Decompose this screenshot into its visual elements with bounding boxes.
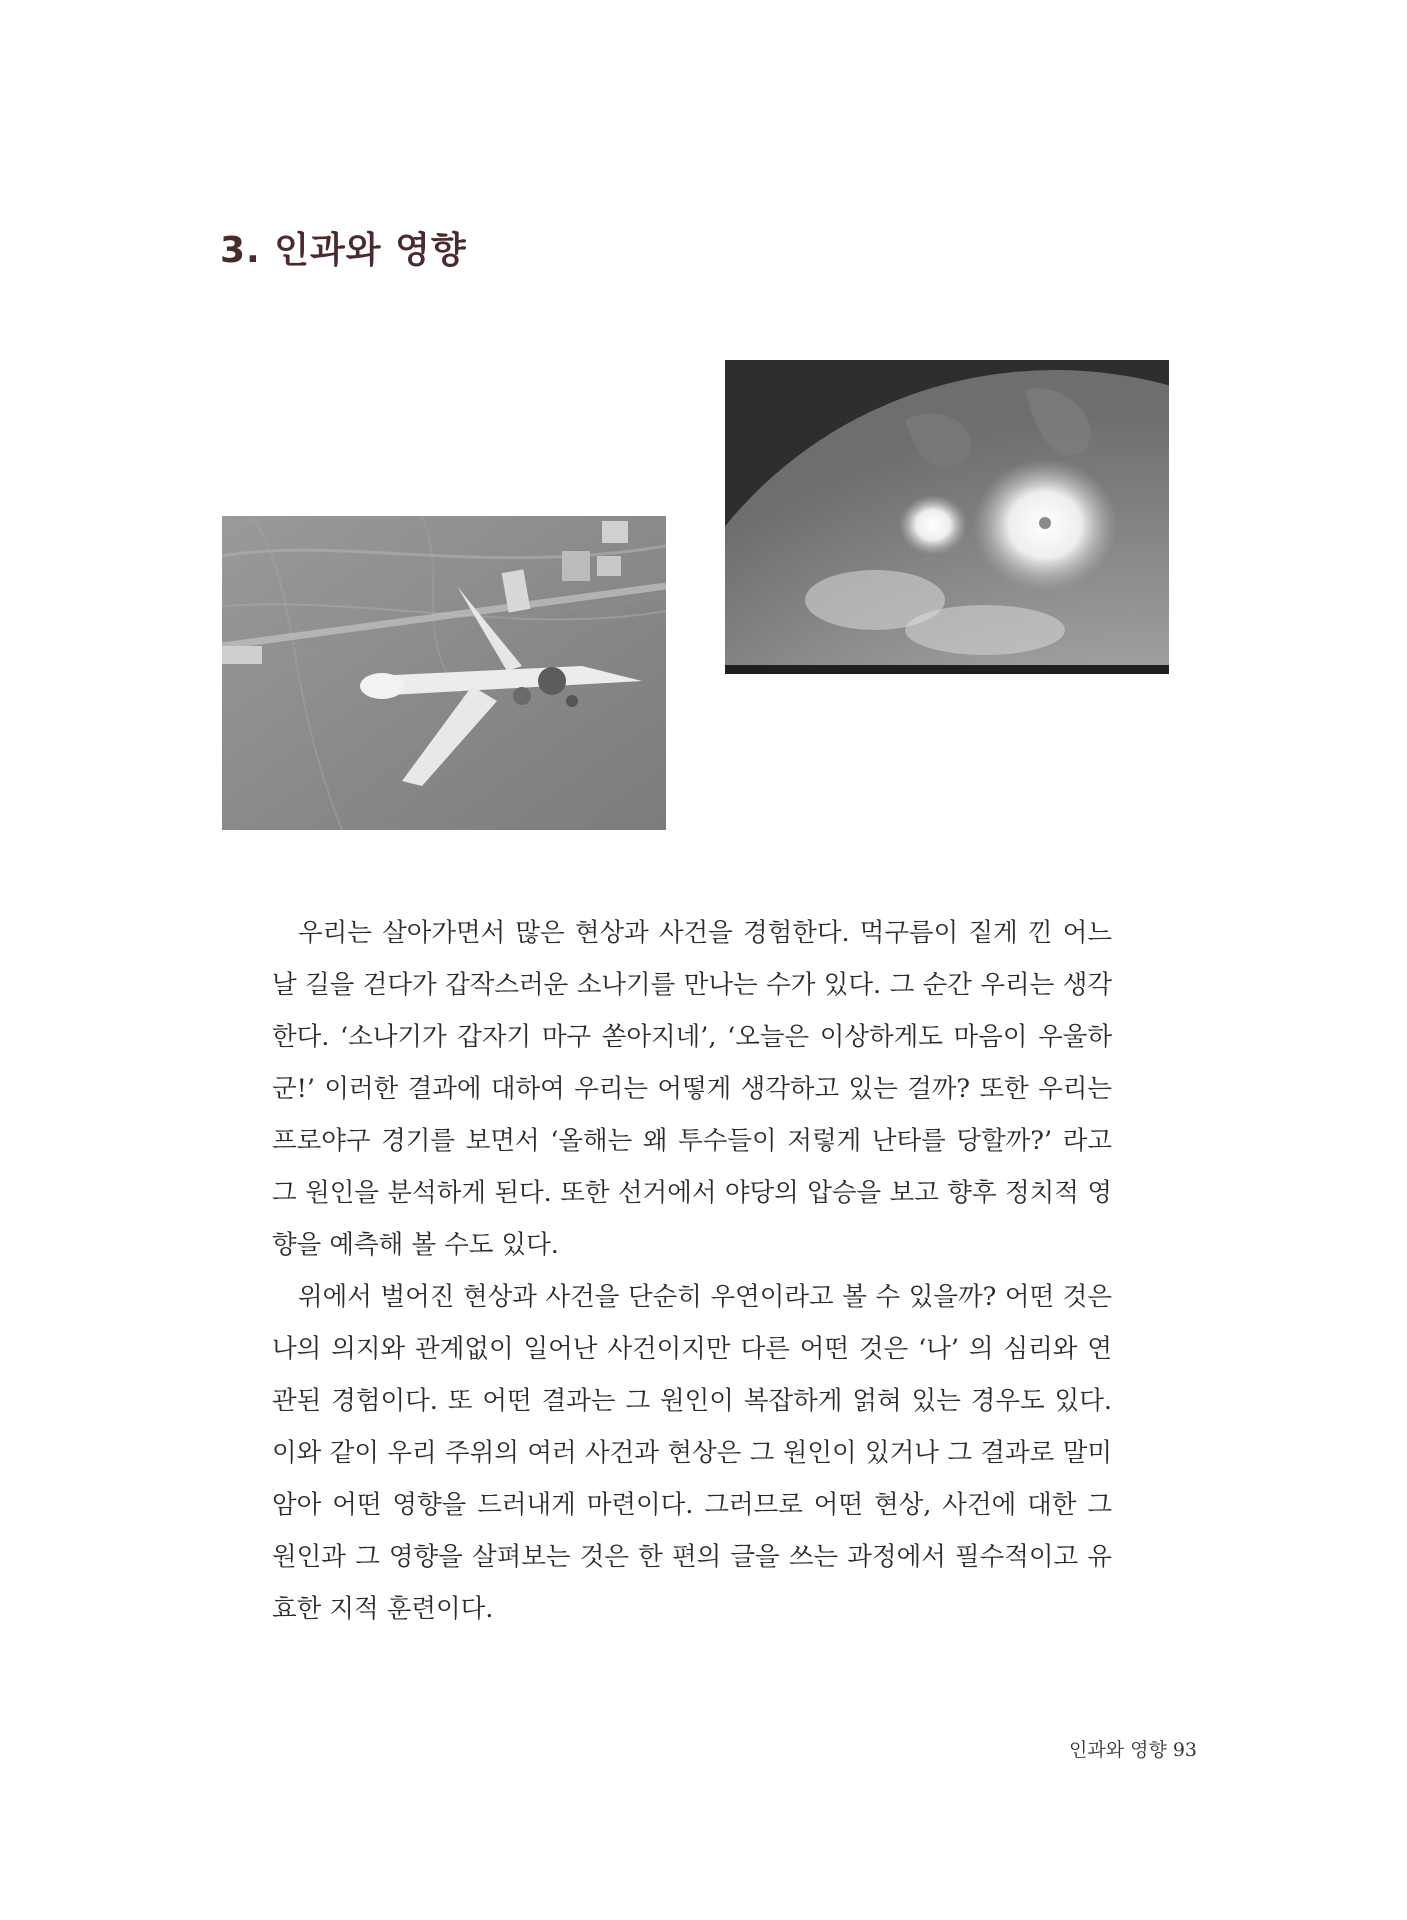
footer-section-title: 인과와 영향 bbox=[1069, 1739, 1167, 1761]
plane-crash-photo bbox=[222, 516, 666, 830]
paragraph-2: 위에서 벌어진 현상과 사건을 단순히 우연이라고 볼 수 있을까? 어떤 것은 나의 의지와 관계없이 일어난 사건이지만 다른 어떤 것은 ‘나’ 의 심리와 연관된 경험이다. 또 어떤 결과는 그 원인이 복잡하게 얽혀 있는 경우도 있다. 이와 같이 우리 주위의 여러 사건과 현상은 그 원인이 있거나 그 결과로 말미암아 어떤 영향을 드러내게 마련이다. 그러므로 어떤 현상, 사건에 대한 그 원인과 그 영향을 살펴보는 것은 한 편의 글을 쓰는 과정에서 필수적이고 유효한 지적 훈련이다. bbox=[272, 1282, 1112, 1624]
page-title: 3. 인과와 영향 bbox=[220, 230, 467, 271]
page-footer bbox=[1069, 1735, 1197, 1762]
page-number: 93 bbox=[1172, 1739, 1197, 1761]
paragraph-1: 우리는 살아가면서 많은 현상과 사건을 경험한다. 먹구름이 짙게 낀 어느 날 길을 걷다가 갑작스러운 소나기를 만나는 수가 있다. 그 순간 우리는 생각한다. ‘소나기가 갑자기 마구 쏟아지네’, ‘오늘은 이상하게도 마음이 우울하군!’ 이러한 결과에 대하여 우리는 어떻게 생각하고 있는 걸까? 또한 우리는 프로야구 경기를 보면서 ‘올해는 왜 투수들이 저렇게 난타를 당할까?’ 라고 그 원인을 분석하게 된다. 또한 선거에서 야당의 압승을 보고 향후 정치적 영향을 예측해 볼 수도 있다. bbox=[272, 918, 1112, 1260]
typhoon-satellite-photo bbox=[725, 360, 1169, 674]
body-text bbox=[272, 907, 1112, 1635]
